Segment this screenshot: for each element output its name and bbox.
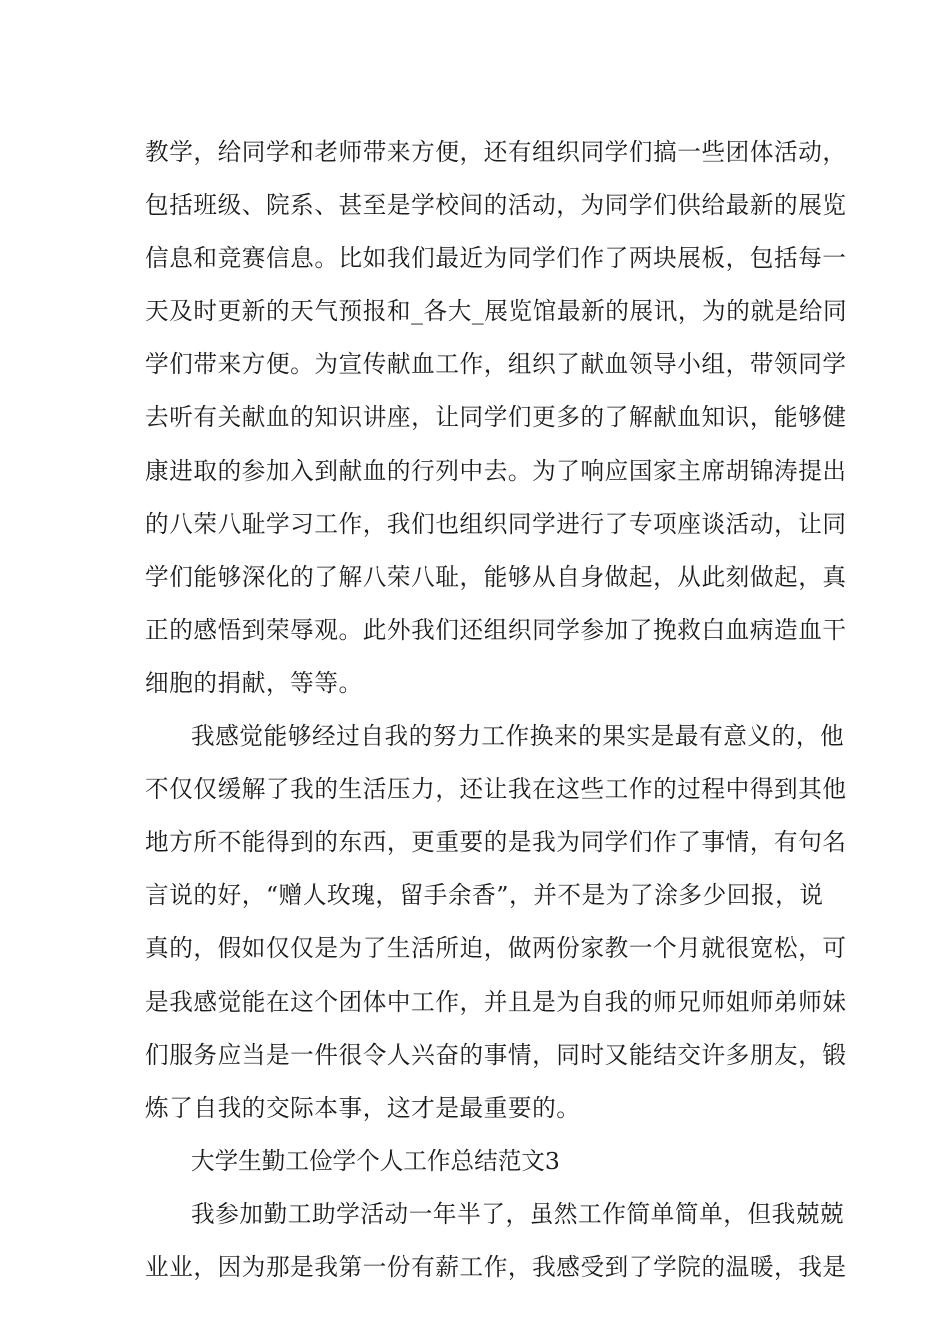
text-line-13: 不仅仅缓解了我的生活压力，还让我在这些工作的过程中得到其他 — [145, 775, 847, 804]
text-line-10: 正的感悟到荣辱观。此外我们还组织同学参加了挽救白血病造血干 — [145, 615, 847, 644]
text-line-14: 地方所不能得到的东西，更重要的是我为同学们作了事情，有句名 — [145, 828, 847, 857]
text-line-7: 康进取的参加入到献血的行列中去。为了响应国家主席胡锦涛提出 — [145, 456, 847, 485]
document-body — [145, 126, 848, 1294]
text-line-11: 细胞的捐献，等等。 — [145, 668, 363, 697]
text-line-19: 炼了自我的交际本事，这才是最重要的。 — [145, 1093, 581, 1122]
text-line-17: 是我感觉能在这个团体中工作，并且是为自我的师兄师姐师弟师妹 — [145, 987, 847, 1016]
text-line-22: 业业，因为那是我第一份有薪工作，我感受到了学院的温暖，我是 — [145, 1252, 847, 1281]
text-line-15: 言说的好，“赠人玫瑰，留手余香”，并不是为了涂多少回报，说 — [145, 881, 824, 910]
text-line-4: 天及时更新的天气预报和_各大_展览馆最新的展讯，为的就是给同 — [145, 297, 848, 326]
section-heading: 大学生勤工俭学个人工作总结范文3 — [191, 1146, 560, 1175]
text-line-21: 我参加勤工助学活动一年半了，虽然工作简单简单，但我兢兢 — [191, 1199, 845, 1228]
text-line-12: 我感觉能够经过自我的努力工作换来的果实是最有意义的，他 — [191, 722, 845, 751]
text-line-6: 去听有关献血的知识讲座，让同学们更多的了解献血知识，能够健 — [145, 403, 847, 432]
text-line-3: 信息和竞赛信息。比如我们最近为同学们作了两块展板，包括每一 — [145, 244, 847, 273]
text-line-8: 的八荣八耻学习工作，我们也组织同学进行了专项座谈活动，让同 — [145, 509, 847, 538]
text-line-5: 学们带来方便。为宣传献血工作，组织了献血领导小组，带领同学 — [145, 350, 847, 379]
text-line-1: 教学，给同学和老师带来方便，还有组织同学们搞一些团体活动， — [145, 138, 847, 166]
text-line-9: 学们能够深化的了解八荣八耻，能够从自身做起，从此刻做起，真 — [145, 562, 847, 591]
text-line-18: 们服务应当是一件很令人兴奋的事情，同时又能结交许多朋友，锻 — [145, 1040, 847, 1069]
text-line-16: 真的，假如仅仅是为了生活所迫，做两份家教一个月就很宽松，可 — [145, 934, 847, 963]
text-line-2: 包括班级、院系、甚至是学校间的活动，为同学们供给最新的展览 — [145, 191, 847, 220]
